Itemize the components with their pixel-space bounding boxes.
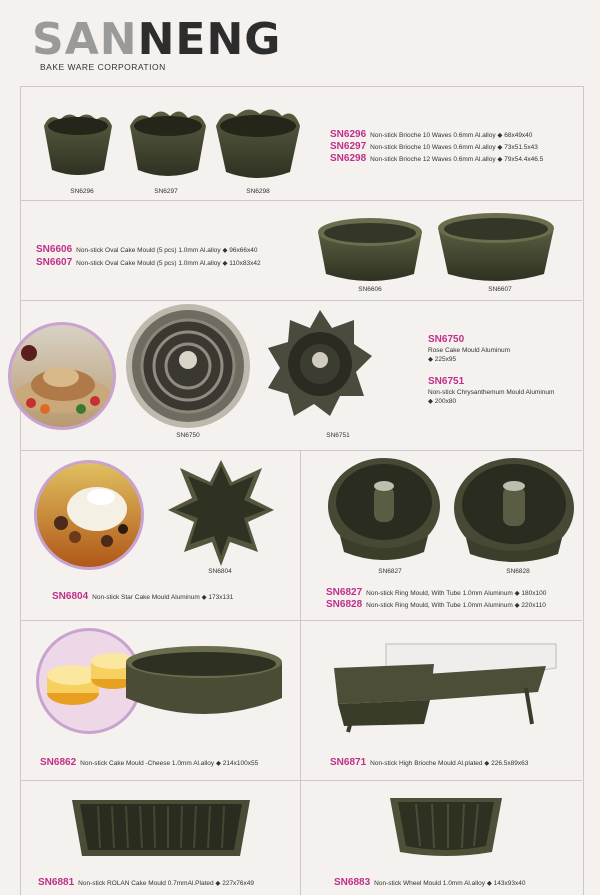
pan-sn6296 [44,114,112,175]
text-sn6298: Non-stick Brioche 12 Waves 0.6mm Al.alloy ◆ 79x54.4x46.5 [370,156,544,163]
desc-sn6871 [330,758,528,768]
text-sn6751-line2: ◆ 200x80 [428,398,457,405]
divider-3 [20,450,582,451]
brand-tagline: BAKE WARE CORPORATION [40,62,166,72]
desc-sn6298 [330,154,543,164]
code-sn6881: SN6881 [38,877,75,888]
desc-sn6607 [36,258,261,268]
text-sn6827: Non-stick Ring Mould, With Tube 1.0mm Aluminum ◆ 180x100 [366,590,547,597]
star-cake-illustration [37,463,141,567]
code-sn6298: SN6298 [330,153,367,164]
pan-sn6298 [216,109,300,178]
code-sn6828: SN6828 [326,599,363,610]
label-sn6828: SN6828 [506,568,530,575]
brand-logo [32,14,282,65]
desc-sn6827 [326,588,546,598]
label-sn6750: SN6750 [176,432,200,439]
text-sn6750-line1: Rose Cake Mould Aluminum [428,347,511,354]
code-sn6827: SN6827 [326,587,363,598]
cake-photo-rose [8,322,116,430]
chrysanthemum-mould [266,308,374,426]
text-sn6862: Non-stick Cake Mould -Cheese 1.0mm Al.alloy ◆ 214x100x55 [80,760,259,767]
wheel-mould [386,792,506,860]
text-sn6881: Non-stick ROLAN Cake Mould 0.7mmAl.Plated ◆ 227x76x49 [78,880,255,887]
pan-sn6607 [438,213,554,281]
cake-photo-star [34,460,144,570]
rose-mould [120,304,260,434]
vdivider-2 [300,620,301,895]
cake-illustration [11,325,113,427]
ring-moulds [326,456,576,568]
code-sn6607: SN6607 [36,257,73,268]
brand-part2: NENG [137,14,282,65]
text-sn6750-line2: ◆ 225x95 [428,356,457,363]
text-sn6871: Non-stick High Brioche Mould Al.plated ◆ 226.5x89x63 [370,760,529,767]
label-sn6804: SN6804 [208,568,232,575]
desc-sn6804 [52,592,233,602]
divider-2 [20,300,582,301]
code-sn6871: SN6871 [330,757,367,768]
cheese-mould [120,640,290,730]
pan-sn6606 [318,218,422,281]
desc-sn6296 [330,130,532,140]
text-sn6751-line1: Non-stick Chrysanthemum Mould Aluminum [428,389,555,396]
label-sn6827: SN6827 [378,568,402,575]
text-sn6883: Non-stick Wheel Mould 1.0mm Al.alloy ◆ 143x93x40 [374,880,526,887]
desc-sn6883 [334,878,525,888]
desc-sn6297 [330,142,538,152]
ring-mould-sn6827 [328,458,440,560]
divider-1 [20,200,582,201]
divider-5 [20,780,582,781]
code-sn6751: SN6751 [428,376,465,387]
code-sn6750: SN6750 [428,334,465,345]
code-sn6883: SN6883 [334,877,371,888]
label-sn6296: SN6296 [70,188,94,195]
text-sn6606: Non-stick Oval Cake Mould (5 pcs) 1.0mm Al.alloy ◆ 96x66x40 [76,247,258,254]
label-sn6751: SN6751 [326,432,350,439]
rolan-mould [68,790,254,866]
text-sn6297: Non-stick Brioche 10 Waves 0.6mm Al.alloy ◆ 73x51.5x43 [370,144,538,151]
desc-sn6751 [428,376,554,406]
pan-sn6297 [130,111,206,176]
vdivider-1 [300,450,301,620]
text-sn6828: Non-stick Ring Mould, With Tube 1.0mm Aluminum ◆ 220x110 [366,602,546,609]
desc-sn6828 [326,600,546,610]
desc-sn6862 [40,758,258,768]
text-sn6296: Non-stick Brioche 10 Waves 0.6mm Al.alloy ◆ 68x49x40 [370,132,533,139]
divider-4 [20,620,582,621]
ring-mould-sn6828 [454,458,574,562]
brioche-pans [40,108,308,188]
desc-sn6881 [38,878,254,888]
code-sn6862: SN6862 [40,757,77,768]
code-sn6296: SN6296 [330,129,367,140]
label-sn6606: SN6606 [358,286,382,293]
brand-part1: SAN [32,14,138,65]
text-sn6607: Non-stick Oval Cake Mould (5 pcs) 1.0mm Al.alloy ◆ 110x83x42 [76,260,261,267]
high-brioche-mould [326,628,566,738]
desc-sn6750 [428,334,510,364]
code-sn6606: SN6606 [36,244,73,255]
label-sn6607: SN6607 [488,286,512,293]
oval-pans [314,206,564,288]
label-sn6298: SN6298 [246,188,270,195]
star-mould [166,458,276,568]
text-sn6804: Non-stick Star Cake Mould Aluminum ◆ 173x131 [92,594,234,601]
code-sn6297: SN6297 [330,141,367,152]
desc-sn6606 [36,245,257,255]
code-sn6804: SN6804 [52,591,89,602]
label-sn6297: SN6297 [154,188,178,195]
